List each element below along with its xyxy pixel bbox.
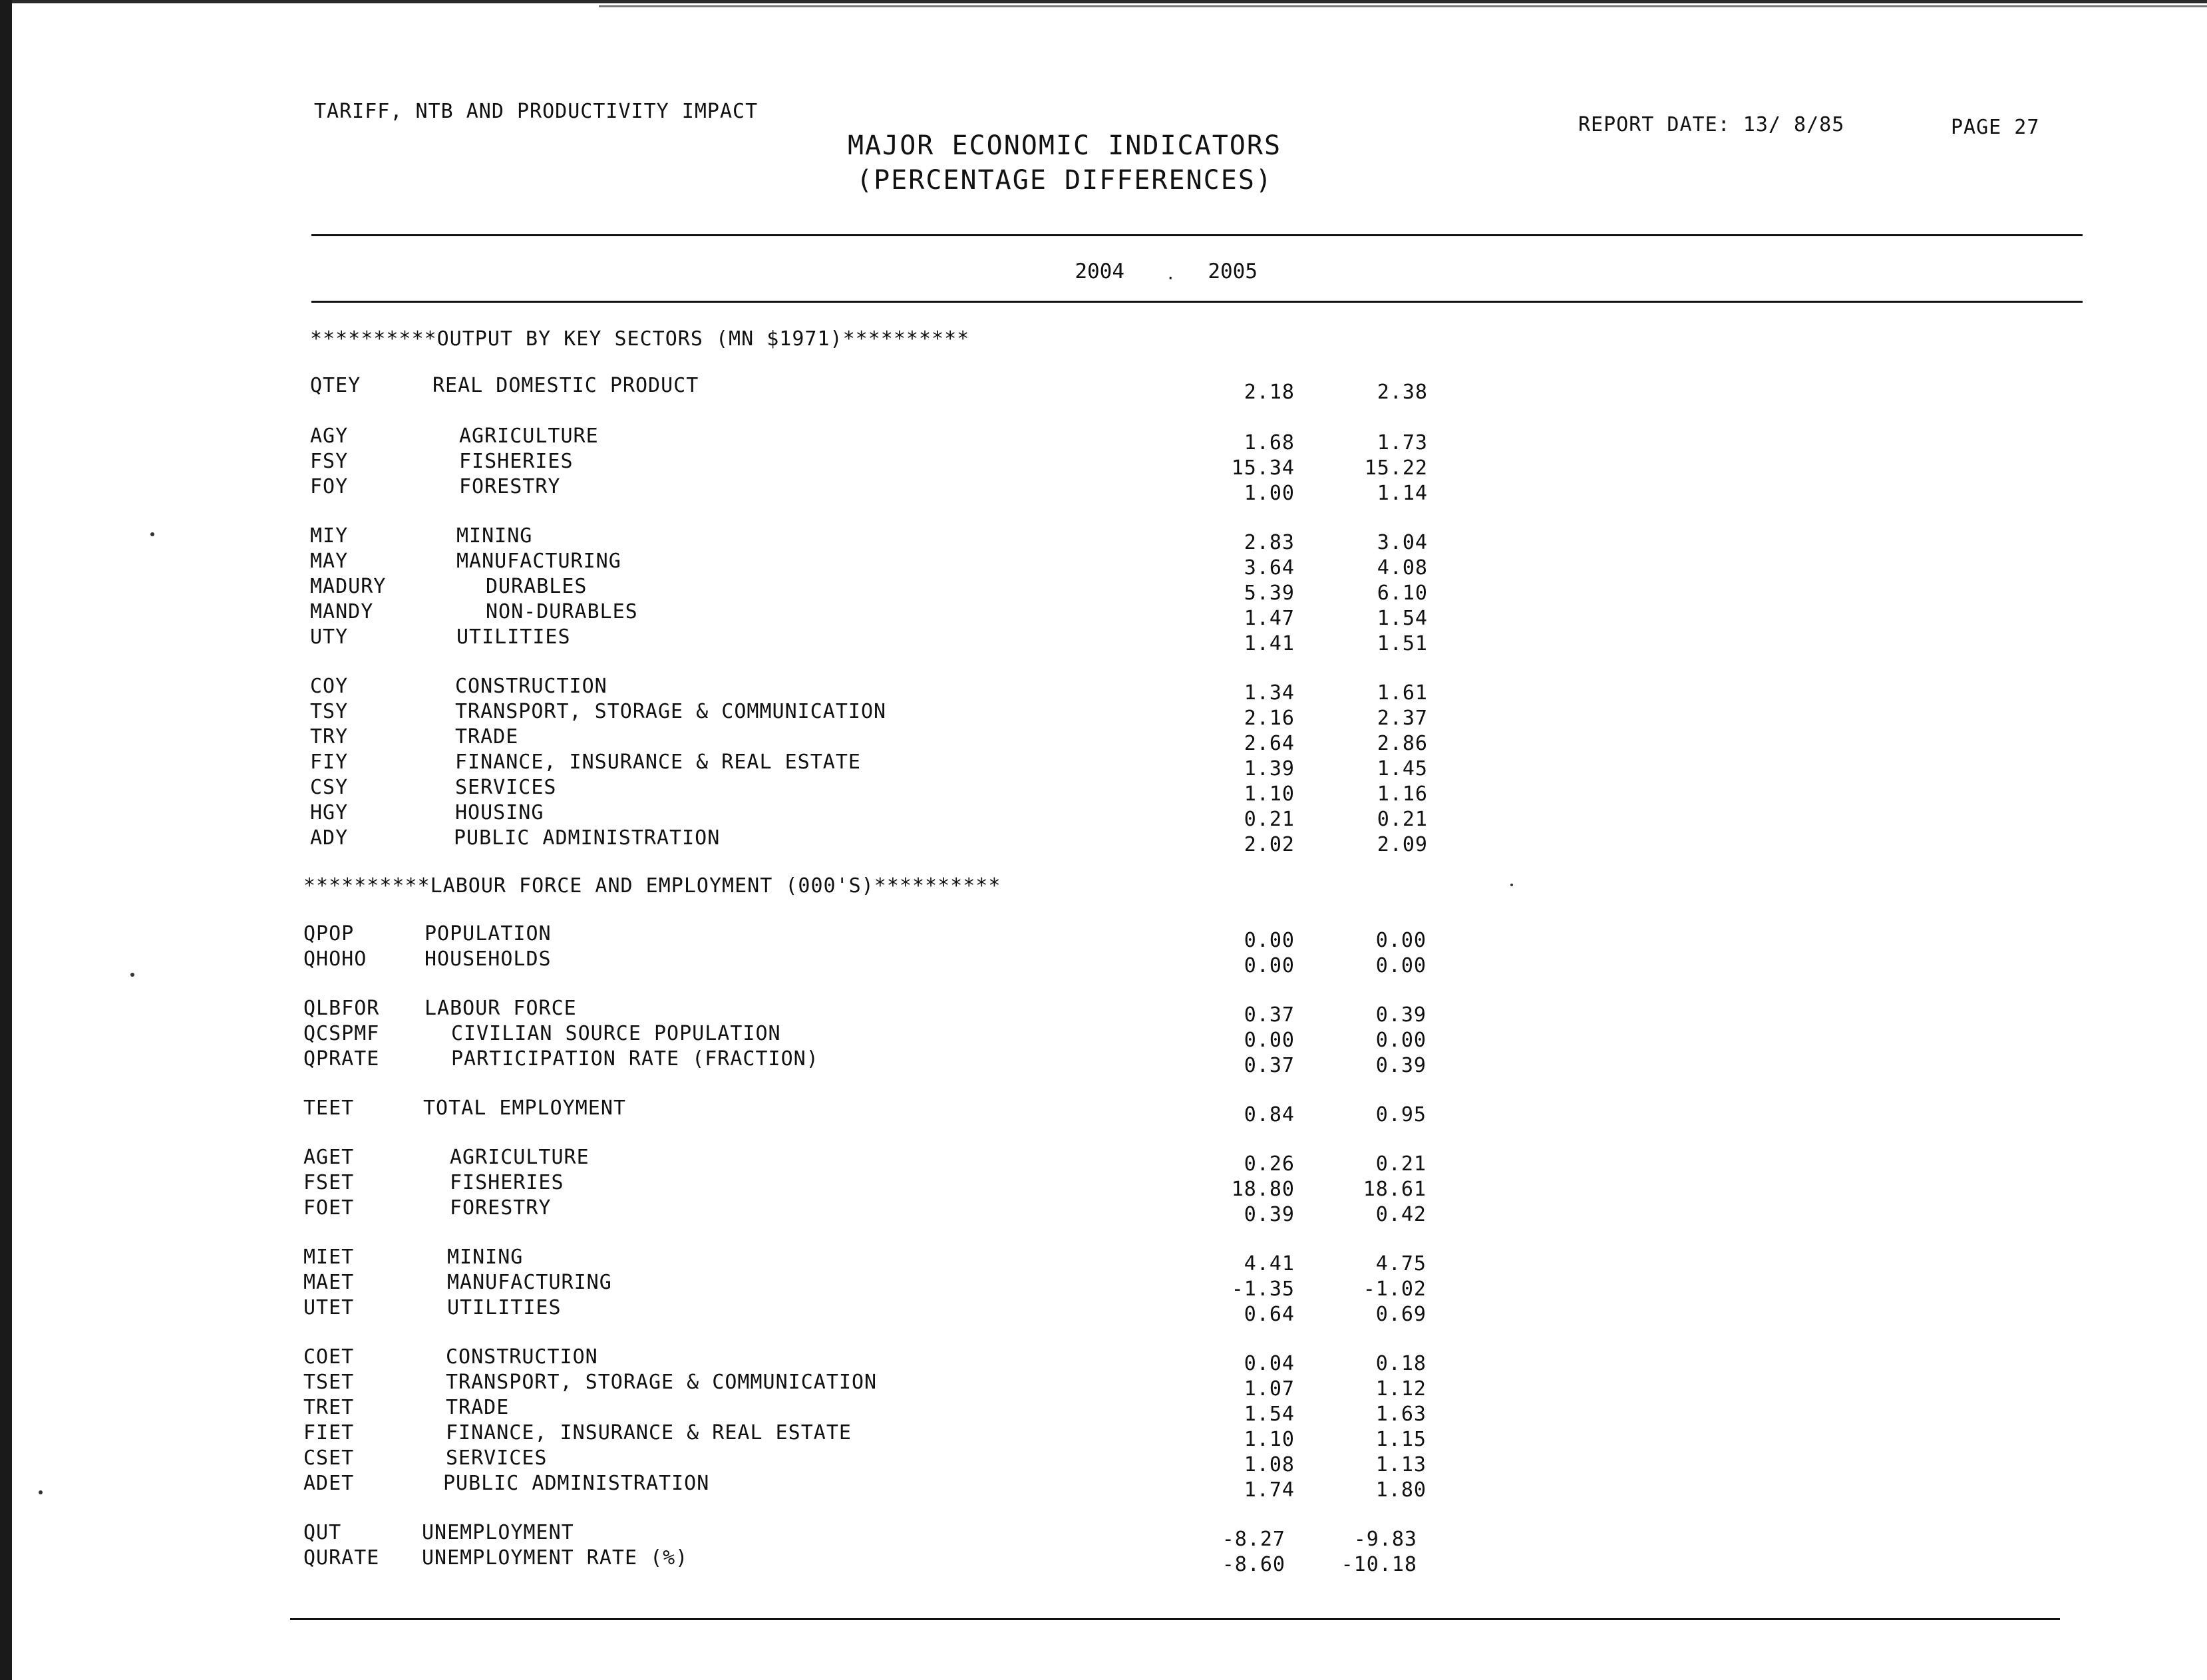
table-row — [303, 1396, 1427, 1426]
row-value-2005: 1.15 — [1375, 1428, 1427, 1451]
row-code: AGY — [310, 424, 349, 448]
scan-edge-top — [12, 0, 2207, 3]
report-title-line2: (PERCENTAGE DIFFERENCES) — [856, 165, 1273, 196]
row-value-2004: 0.26 — [1244, 1152, 1295, 1176]
row-label: HOUSEHOLDS — [424, 947, 552, 971]
row-value-2004: 1.10 — [1244, 782, 1295, 806]
row-label: TRANSPORT, STORAGE & COMMUNICATION — [446, 1371, 878, 1394]
table-row — [303, 1096, 1427, 1126]
table-row — [310, 524, 1428, 554]
row-value-2005: 1.16 — [1377, 782, 1428, 806]
row-label: CONSTRUCTION — [446, 1345, 598, 1369]
row-value-2005: 0.21 — [1375, 1152, 1427, 1176]
table-row — [303, 997, 1427, 1027]
scan-speck — [150, 532, 154, 536]
table-row — [310, 424, 1428, 454]
row-value-2004: -8.27 — [1222, 1528, 1285, 1551]
report-subject: TARIFF, NTB AND PRODUCTIVITY IMPACT — [314, 100, 759, 123]
row-label: FISHERIES — [450, 1171, 564, 1194]
row-label: POPULATION — [424, 922, 552, 945]
row-code: QLBFOR — [303, 997, 380, 1020]
row-label: MINING — [447, 1246, 524, 1269]
row-code: QPOP — [303, 922, 355, 945]
row-value-2005: 1.73 — [1377, 431, 1428, 454]
row-value-2005: 1.61 — [1377, 681, 1428, 705]
row-code: FOY — [310, 475, 349, 498]
row-value-2005: 1.54 — [1377, 607, 1428, 630]
column-header-2005: 2005 — [1208, 259, 1258, 283]
row-label: CONSTRUCTION — [455, 675, 607, 698]
row-code: TEET — [303, 1096, 355, 1120]
row-value-2005: 1.13 — [1375, 1453, 1427, 1476]
table-row — [310, 374, 1428, 404]
table-row — [303, 1296, 1427, 1326]
row-value-2004: 5.39 — [1244, 582, 1295, 605]
row-value-2004: 1.54 — [1244, 1403, 1295, 1426]
table-row — [310, 776, 1428, 806]
row-value-2004: 1.39 — [1244, 757, 1295, 780]
row-code: QURATE — [303, 1546, 380, 1570]
row-value-2004: 0.39 — [1244, 1203, 1295, 1226]
row-code: TSY — [310, 700, 349, 723]
row-label: AGRICULTURE — [459, 424, 599, 448]
row-code: HGY — [310, 801, 349, 824]
row-code: MADURY — [310, 575, 387, 598]
row-value-2004: 1.68 — [1244, 431, 1295, 454]
table-row — [303, 947, 1427, 977]
row-value-2005: 18.61 — [1363, 1178, 1427, 1201]
row-label: LABOUR FORCE — [424, 997, 577, 1020]
row-value-2004: 2.64 — [1244, 732, 1295, 755]
row-code: FIY — [310, 751, 349, 774]
row-label: UNEMPLOYMENT RATE (%) — [422, 1546, 689, 1570]
table-row — [303, 1146, 1427, 1176]
row-value-2004: 0.64 — [1244, 1303, 1295, 1326]
column-separator-dot: · — [1166, 269, 1176, 287]
row-value-2004: 2.83 — [1244, 531, 1295, 554]
row-value-2004: 1.07 — [1244, 1377, 1295, 1401]
row-value-2004: 0.21 — [1244, 808, 1295, 831]
row-code: COY — [310, 675, 349, 698]
row-value-2005: -9.83 — [1353, 1528, 1417, 1551]
row-value-2004: 1.34 — [1244, 681, 1295, 705]
row-value-2005: 2.37 — [1377, 707, 1428, 730]
row-code: AGET — [303, 1146, 355, 1169]
row-value-2004: 1.74 — [1244, 1478, 1295, 1502]
table-row — [310, 751, 1428, 780]
row-code: MANDY — [310, 600, 374, 623]
row-value-2005: 3.04 — [1377, 531, 1428, 554]
row-value-2005: 0.00 — [1375, 1029, 1427, 1052]
row-code: TRY — [310, 725, 349, 749]
table-row — [303, 1196, 1427, 1226]
table-row — [303, 922, 1427, 952]
row-value-2005: 1.45 — [1377, 757, 1428, 780]
row-value-2004: 0.37 — [1244, 1003, 1295, 1027]
row-value-2004: 1.00 — [1244, 482, 1295, 505]
scan-speck — [130, 973, 134, 977]
report-date: REPORT DATE: 13/ 8/85 — [1578, 113, 1845, 136]
table-row — [310, 575, 1428, 605]
row-label: MINING — [456, 524, 533, 548]
row-label: UNEMPLOYMENT — [422, 1521, 574, 1544]
section-title-labour: **********LABOUR FORCE AND EMPLOYMENT (000'S)********** — [303, 874, 1001, 898]
row-value-2005: 2.38 — [1377, 381, 1428, 404]
row-label: MANUFACTURING — [447, 1271, 612, 1294]
row-value-2005: 0.00 — [1375, 929, 1427, 952]
row-label: UTILITIES — [456, 625, 571, 649]
row-label: MANUFACTURING — [456, 550, 621, 573]
table-row — [303, 1271, 1427, 1301]
table-row — [303, 1171, 1427, 1201]
row-label: HOUSING — [455, 801, 544, 824]
row-value-2005: 6.10 — [1377, 582, 1428, 605]
table-row — [303, 1472, 1427, 1502]
row-code: CSY — [310, 776, 349, 799]
row-value-2004: 1.47 — [1244, 607, 1295, 630]
row-label: UTILITIES — [447, 1296, 562, 1319]
row-value-2005: 2.86 — [1377, 732, 1428, 755]
row-value-2005: 0.21 — [1377, 808, 1428, 831]
row-value-2005: 0.42 — [1375, 1203, 1427, 1226]
row-code: MAET — [303, 1271, 355, 1294]
row-label: PARTICIPATION RATE (FRACTION) — [451, 1047, 819, 1071]
row-code: FSY — [310, 450, 349, 473]
row-label: NON-DURABLES — [486, 600, 638, 623]
row-value-2005: 0.95 — [1375, 1103, 1427, 1126]
row-value-2004: 2.18 — [1244, 381, 1295, 404]
row-value-2005: -1.02 — [1363, 1277, 1427, 1301]
row-label: TRADE — [455, 725, 519, 749]
row-label: PUBLIC ADMINISTRATION — [454, 826, 721, 850]
report-title-line1: MAJOR ECONOMIC INDICATORS — [847, 130, 1282, 161]
row-value-2005: 1.14 — [1377, 482, 1428, 505]
row-code: UTET — [303, 1296, 355, 1319]
row-label: REAL DOMESTIC PRODUCT — [432, 374, 699, 397]
row-label: AGRICULTURE — [450, 1146, 590, 1169]
row-value-2004: 2.02 — [1244, 833, 1295, 856]
table-row — [310, 625, 1428, 655]
row-code: QHOHO — [303, 947, 367, 971]
row-label: DURABLES — [486, 575, 588, 598]
row-value-2004: 0.84 — [1244, 1103, 1295, 1126]
row-code: CSET — [303, 1446, 355, 1470]
row-code: MAY — [310, 550, 349, 573]
row-code: QTEY — [310, 374, 361, 397]
row-value-2005: 0.39 — [1375, 1054, 1427, 1077]
row-code: QCSPMF — [303, 1022, 380, 1045]
row-value-2004: 1.41 — [1244, 632, 1295, 655]
row-value-2005: 0.00 — [1375, 954, 1427, 977]
row-code: MIET — [303, 1246, 355, 1269]
table-row — [310, 550, 1428, 580]
row-label: FINANCE, INSURANCE & REAL ESTATE — [455, 751, 861, 774]
row-code: FSET — [303, 1171, 355, 1194]
row-label: FORESTRY — [450, 1196, 552, 1220]
table-row — [303, 1546, 1417, 1576]
table-row — [310, 801, 1428, 831]
table-row — [303, 1246, 1427, 1275]
row-value-2005: 4.75 — [1375, 1252, 1427, 1275]
row-code: FIET — [303, 1421, 355, 1444]
row-code: QPRATE — [303, 1047, 380, 1071]
row-value-2005: 15.22 — [1364, 456, 1428, 480]
table-row — [310, 675, 1428, 705]
page-number: PAGE 27 — [1951, 116, 2040, 139]
scan-speck — [39, 1490, 43, 1494]
table-row — [310, 700, 1428, 730]
row-value-2004: 0.00 — [1244, 1029, 1295, 1052]
row-value-2004: -8.60 — [1222, 1553, 1285, 1576]
row-code: COET — [303, 1345, 355, 1369]
table-row — [303, 1521, 1417, 1551]
row-value-2004: 15.34 — [1231, 456, 1295, 480]
scan-edge-top-faint — [599, 5, 2207, 7]
row-label: PUBLIC ADMINISTRATION — [443, 1472, 710, 1495]
row-value-2005: 1.12 — [1375, 1377, 1427, 1401]
row-value-2005: 0.18 — [1375, 1352, 1427, 1375]
row-label: FISHERIES — [459, 450, 574, 473]
row-value-2005: 1.51 — [1377, 632, 1428, 655]
row-value-2004: 0.37 — [1244, 1054, 1295, 1077]
row-value-2004: 3.64 — [1244, 556, 1295, 580]
row-value-2004: 1.08 — [1244, 1453, 1295, 1476]
row-code: TRET — [303, 1396, 355, 1419]
row-value-2004: 0.00 — [1244, 954, 1295, 977]
table-row — [303, 1446, 1427, 1476]
row-label: TOTAL EMPLOYMENT — [423, 1096, 626, 1120]
row-label: TRANSPORT, STORAGE & COMMUNICATION — [455, 700, 887, 723]
row-label: SERVICES — [455, 776, 557, 799]
rule-top — [311, 234, 2083, 236]
table-row — [303, 1371, 1427, 1401]
scan-speck — [1510, 884, 1513, 886]
row-code: FOET — [303, 1196, 355, 1220]
row-code: QUT — [303, 1521, 342, 1544]
row-value-2004: 0.00 — [1244, 929, 1295, 952]
row-value-2005: 4.08 — [1377, 556, 1428, 580]
table-row — [310, 826, 1428, 856]
row-value-2005: 1.63 — [1375, 1403, 1427, 1426]
rule-bottom — [290, 1618, 2060, 1620]
row-value-2005: -10.18 — [1341, 1553, 1417, 1576]
row-value-2004: 18.80 — [1231, 1178, 1295, 1201]
row-code: ADET — [303, 1472, 355, 1495]
row-label: SERVICES — [446, 1446, 548, 1470]
row-code: MIY — [310, 524, 349, 548]
section-title-output: **********OUTPUT BY KEY SECTORS (MN $1971)********** — [310, 327, 970, 351]
table-row — [310, 600, 1428, 630]
row-value-2005: 1.80 — [1375, 1478, 1427, 1502]
row-code: UTY — [310, 625, 349, 649]
row-code: TSET — [303, 1371, 355, 1394]
table-row — [310, 450, 1428, 480]
row-value-2005: 0.39 — [1375, 1003, 1427, 1027]
column-header-2004: 2004 — [1075, 259, 1124, 283]
table-row — [303, 1047, 1427, 1077]
row-label: FINANCE, INSURANCE & REAL ESTATE — [446, 1421, 852, 1444]
row-value-2004: 2.16 — [1244, 707, 1295, 730]
row-value-2004: 4.41 — [1244, 1252, 1295, 1275]
row-code: ADY — [310, 826, 349, 850]
table-row — [303, 1022, 1427, 1052]
row-value-2005: 2.09 — [1377, 833, 1428, 856]
row-value-2005: 0.69 — [1375, 1303, 1427, 1326]
row-value-2004: 0.04 — [1244, 1352, 1295, 1375]
table-row — [303, 1345, 1427, 1375]
row-label: CIVILIAN SOURCE POPULATION — [451, 1022, 781, 1045]
table-row — [303, 1421, 1427, 1451]
row-value-2004: 1.10 — [1244, 1428, 1295, 1451]
scan-edge-left — [0, 0, 12, 1680]
rule-under-header — [311, 301, 2083, 303]
row-label: TRADE — [446, 1396, 510, 1419]
row-label: FORESTRY — [459, 475, 561, 498]
table-row — [310, 475, 1428, 505]
table-row — [310, 725, 1428, 755]
row-value-2004: -1.35 — [1231, 1277, 1295, 1301]
